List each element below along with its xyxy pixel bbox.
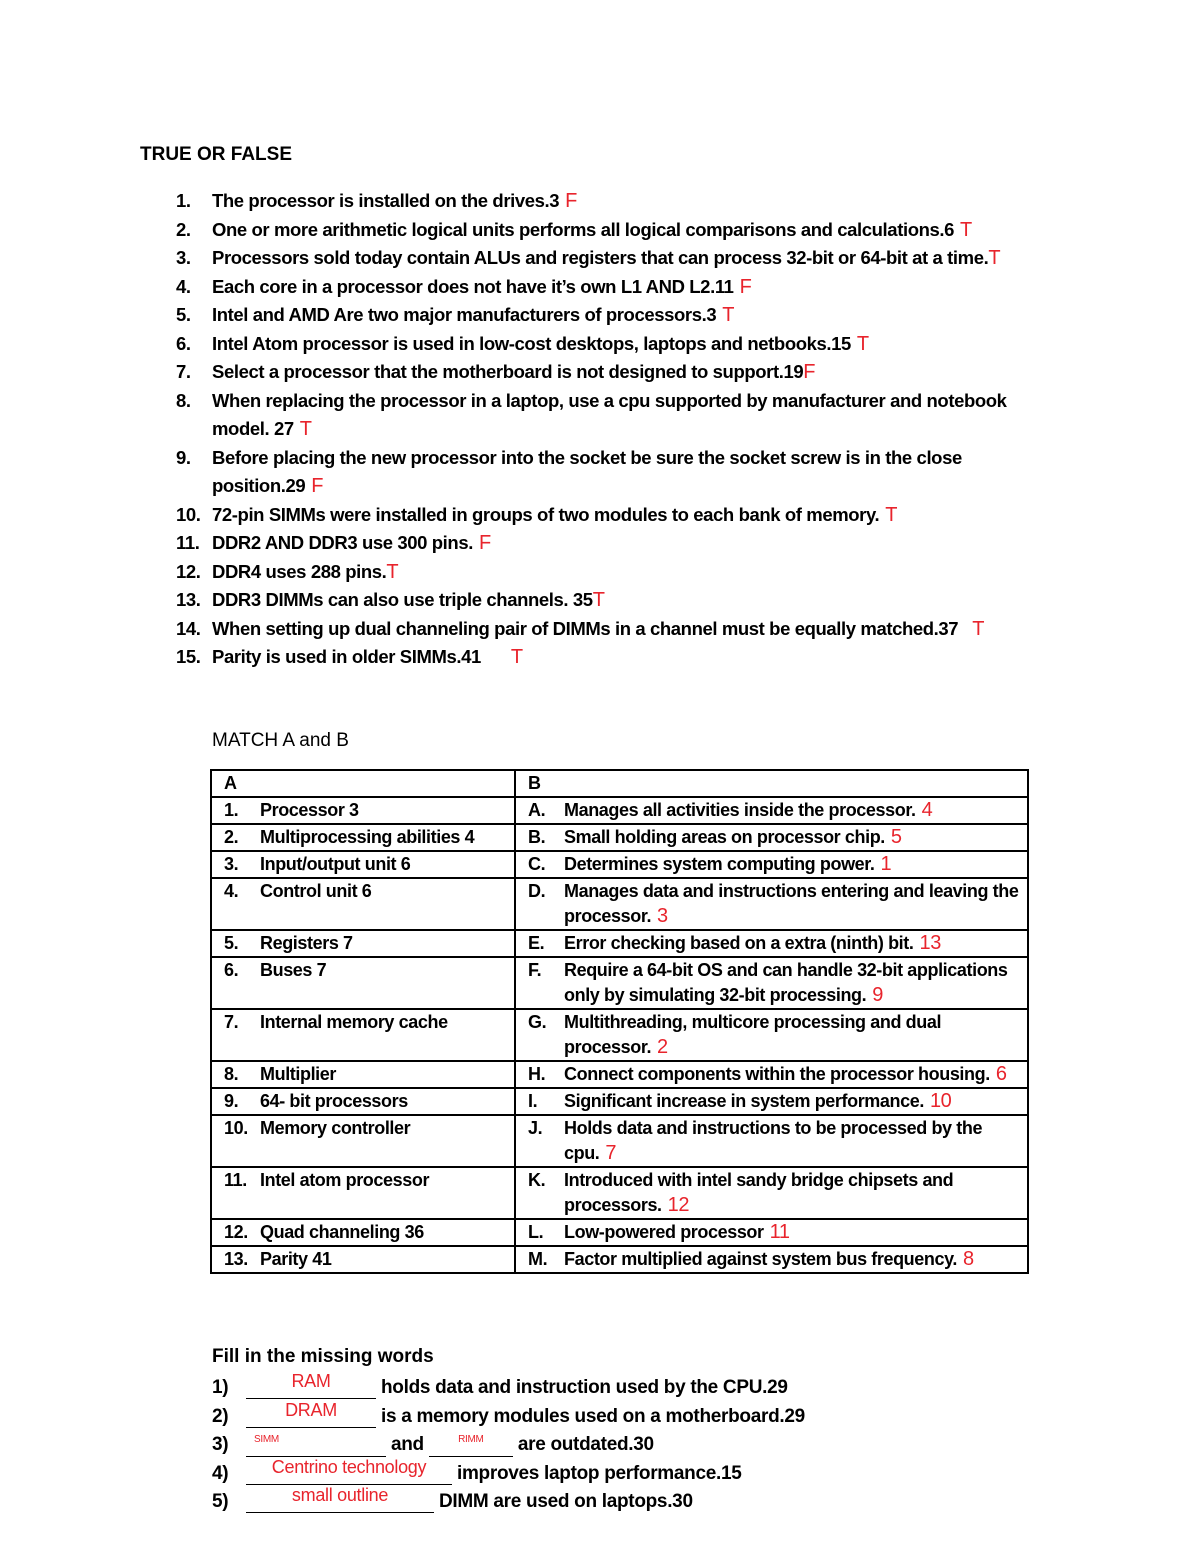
definition-text: Introduced with intel sandy bridge chipsets and processors.: [564, 1170, 954, 1215]
column-a-cell: [211, 930, 515, 957]
statement-text: Intel and AMD Are two major manufacturers of processors.3: [212, 304, 717, 325]
definition-text: Error checking based on a extra (ninth) bit.: [564, 933, 914, 953]
sentence-text: and: [390, 1434, 424, 1455]
column-a-cell: [211, 1167, 515, 1219]
definition-text: Multithreading, multicore processing and dual processor.: [564, 1012, 942, 1057]
column-a-content: [212, 1168, 514, 1193]
definition-text: Holds data and instructions to be processed by the cpu.: [564, 1118, 983, 1163]
term-text: Input/output unit 6: [260, 854, 411, 874]
item-number: 6.: [176, 332, 191, 354]
answer-blank: [246, 1434, 386, 1457]
column-b-cell: [515, 797, 1028, 824]
answer-blank: [246, 1485, 434, 1513]
item-number: 2.: [224, 827, 239, 847]
item-number: 10.: [176, 503, 201, 525]
table-row: [211, 1219, 1028, 1246]
fill-item: [212, 1456, 912, 1489]
item-number: 14.: [176, 617, 201, 639]
statement-text: Select a processor that the motherboard is not designed to support.19: [212, 361, 804, 382]
item-number: 13.: [176, 589, 201, 610]
term-text: Buses 7: [260, 960, 327, 980]
handwritten-answer: T: [722, 304, 735, 326]
definition-text: Manages data and instructions entering and leaving the processor.: [564, 881, 1019, 926]
statement-text: One or more arithmetic logical units performs all logical comparisons and calculations.6: [212, 218, 955, 240]
sentence-text: holds data and instruction used by the CPU.29: [380, 1377, 788, 1398]
handwritten-answer: 12: [667, 1194, 690, 1216]
item-number: 3): [212, 1434, 229, 1455]
statement-text: DDR4 uses 288 pins.: [212, 560, 387, 582]
item-number: 4.: [224, 881, 239, 901]
handwritten-answer: SIMM: [254, 1434, 279, 1445]
column-b-header: [515, 770, 1028, 797]
column-b-content: [516, 1220, 1027, 1245]
handwritten-answer: 2: [657, 1036, 668, 1058]
term-text: Processor 3: [260, 800, 359, 820]
sentence-text: DIMM are used on laptops.30: [438, 1491, 693, 1512]
list-item: [140, 301, 1050, 330]
handwritten-answer: T: [885, 503, 898, 526]
handwritten-answer: T: [592, 589, 605, 611]
list-item: [140, 558, 1050, 587]
statement-text: Before placing the new processor into the socket be sure the socket screw is in the close position.29: [212, 446, 962, 496]
sentence-text: improves laptop performance.15: [456, 1462, 742, 1484]
column-b-content: [516, 1010, 1027, 1060]
column-a-cell: [211, 851, 515, 878]
item-letter: B.: [528, 827, 546, 847]
column-b-cell: [515, 851, 1028, 878]
item-number: 3.: [224, 854, 239, 874]
table-row: [211, 1088, 1028, 1115]
column-b-cell: [515, 878, 1028, 930]
handwritten-answer: T: [386, 560, 399, 583]
column-b-content: [516, 1089, 1027, 1114]
definition-text: Require a 64-bit OS and can handle 32-bit applications only by simulating 32-bit processing.: [564, 960, 1008, 1005]
item-number: 1): [212, 1377, 229, 1398]
column-a-cell: [211, 1009, 515, 1061]
definition-text: Connect components within the processor housing.: [564, 1064, 990, 1084]
column-a-content: [212, 879, 514, 904]
true-false-list: [140, 187, 1050, 672]
item-number: 5): [212, 1491, 229, 1512]
table-row: [211, 851, 1028, 878]
term-text: 64- bit processors: [260, 1091, 408, 1111]
item-number: 6.: [224, 960, 239, 980]
handwritten-answer: T: [960, 218, 972, 241]
item-number: 7.: [176, 361, 191, 382]
item-letter: E.: [528, 933, 545, 953]
column-b-cell: [515, 1246, 1028, 1273]
list-item: [140, 615, 1050, 644]
list-item: [140, 529, 1050, 558]
fill-sentence: [246, 1399, 805, 1431]
column-b-content: [516, 1247, 1027, 1272]
item-letter: D.: [528, 881, 546, 901]
item-number: 8.: [176, 389, 191, 411]
handwritten-answer: T: [988, 247, 1001, 269]
column-a-content: [212, 1089, 514, 1114]
handwritten-answer: 13: [919, 932, 941, 954]
column-b-content: [516, 931, 1027, 956]
item-letter: J.: [528, 1118, 543, 1138]
item-number: 12.: [176, 560, 201, 582]
item-letter: K.: [528, 1170, 546, 1190]
column-a-content: [212, 825, 514, 850]
table-row: [211, 797, 1028, 824]
list-item: [140, 586, 1050, 615]
answer-blank: [246, 1399, 376, 1428]
column-b-content: [516, 1062, 1027, 1087]
table-row: [211, 1115, 1028, 1167]
column-a-content: [212, 798, 514, 823]
list-item: [140, 244, 1050, 273]
statement-text: Parity is used in older SIMMs.41: [212, 646, 481, 667]
table-row: [211, 930, 1028, 957]
column-b-content: [516, 1168, 1027, 1218]
fill-sentence: [246, 1371, 788, 1402]
statement-text: Processors sold today contain ALUs and registers that can process 32-bit or 64-bit at a time.: [212, 247, 989, 268]
true-false-heading: TRUE OR FALSE: [140, 144, 293, 165]
item-number: 13.: [224, 1249, 248, 1269]
handwritten-answer: F: [739, 275, 752, 298]
item-number: 2.: [176, 218, 191, 240]
column-b-cell: [515, 824, 1028, 851]
header-label: A: [224, 773, 237, 793]
handwritten-answer: 1: [880, 853, 892, 875]
column-b-content: [516, 879, 1027, 929]
list-item: [140, 216, 1050, 245]
table-row: [211, 1009, 1028, 1061]
handwritten-answer: 5: [890, 826, 902, 848]
table-row: [211, 957, 1028, 1009]
table-header-row: [211, 770, 1028, 797]
item-number: 1.: [224, 800, 239, 820]
column-b-content: [516, 798, 1027, 823]
list-item: [140, 273, 1050, 302]
fill-item: [212, 1371, 912, 1403]
statement-text: DDR2 AND DDR3 use 300 pins.: [212, 532, 473, 553]
handwritten-answer: 11: [769, 1221, 790, 1243]
item-letter: I.: [528, 1091, 538, 1111]
term-text: Memory controller: [260, 1118, 411, 1138]
handwritten-answer: T: [856, 332, 869, 355]
column-a-cell: [211, 1115, 515, 1167]
handwritten-answer: 7: [605, 1142, 617, 1164]
column-a-header: [211, 770, 515, 797]
list-item: [140, 643, 1050, 672]
statement-text: Each core in a processor does not have it’s own L1 AND L2.11: [212, 275, 734, 297]
table-row: [211, 1167, 1028, 1219]
column-a-cell: [211, 1088, 515, 1115]
sentence-text: is a memory modules used on a motherboard.29: [380, 1405, 805, 1427]
column-a-cell: [211, 1246, 515, 1273]
item-number: 8.: [224, 1064, 239, 1084]
column-b-content: [516, 1116, 1027, 1166]
item-letter: H.: [528, 1064, 546, 1084]
fill-item: [212, 1399, 912, 1432]
column-b-content: [516, 852, 1027, 877]
list-item: [140, 187, 1050, 216]
fill-list: [212, 1371, 912, 1517]
handwritten-answer: 8: [962, 1248, 974, 1270]
column-a-content: [212, 852, 514, 877]
item-letter: L.: [528, 1222, 544, 1242]
table-row: [211, 824, 1028, 851]
term-text: Quad channeling 36: [260, 1222, 424, 1242]
handwritten-answer: F: [803, 361, 816, 383]
column-a-content: [212, 958, 514, 983]
item-number: 5.: [176, 304, 191, 325]
column-a-content: [212, 1220, 514, 1245]
handwritten-answer: DRAM: [285, 1399, 337, 1420]
handwritten-answer: T: [299, 418, 312, 440]
handwritten-answer: F: [565, 190, 577, 212]
column-b-cell: [515, 1219, 1028, 1246]
column-a-content: [212, 1247, 514, 1272]
handwritten-answer: 6: [995, 1063, 1007, 1085]
match-body: [211, 797, 1028, 1273]
match-heading: MATCH A and B: [212, 730, 349, 751]
statement-text: The processor is installed on the drives.3: [212, 190, 560, 211]
handwritten-answer: RIMM: [458, 1434, 484, 1445]
item-number: 11.: [224, 1170, 247, 1190]
fill-sentence: [246, 1485, 693, 1516]
item-letter: M.: [528, 1249, 548, 1269]
handwritten-answer: RAM: [291, 1371, 331, 1391]
fill-sentence: [246, 1431, 654, 1459]
handwritten-answer: small outline: [291, 1485, 389, 1505]
definition-text: Significant increase in system performance.: [564, 1091, 924, 1111]
column-a-cell: [211, 824, 515, 851]
item-number: 4.: [176, 275, 191, 297]
item-number: 15.: [176, 646, 201, 667]
definition-text: Low-powered processor: [564, 1222, 764, 1242]
item-number: 9.: [176, 446, 191, 468]
column-b-cell: [515, 1115, 1028, 1167]
column-a-cell: [211, 797, 515, 824]
item-number: 9.: [224, 1091, 239, 1111]
statement-text: DDR3 DIMMs can also use triple channels. 35: [212, 589, 593, 610]
sentence-text: are outdated.30: [517, 1434, 654, 1455]
handwritten-answer: 4: [921, 799, 933, 821]
table-row: [211, 1246, 1028, 1273]
term-text: Internal memory cache: [260, 1012, 448, 1032]
answer-blank: [429, 1434, 513, 1457]
list-item: [140, 444, 1050, 501]
item-number: 7.: [224, 1012, 239, 1032]
item-number: 4): [212, 1462, 229, 1484]
handwritten-answer: F: [478, 532, 491, 554]
statement-text: When setting up dual channeling pair of DIMMs in a channel must be equally matched.37: [212, 617, 959, 639]
list-item: [140, 330, 1050, 359]
column-b-cell: [515, 1061, 1028, 1088]
column-a-cell: [211, 878, 515, 930]
match-table: [210, 769, 1029, 1274]
table-row: [211, 1061, 1028, 1088]
definition-text: Determines system computing power.: [564, 854, 875, 874]
handwritten-answer: T: [510, 646, 523, 668]
handwritten-answer: T: [972, 617, 985, 640]
term-text: Multiplier: [260, 1064, 336, 1084]
item-letter: F.: [528, 960, 542, 980]
answer-blank: [246, 1371, 376, 1399]
list-item: [140, 501, 1050, 530]
item-number: 5.: [224, 933, 239, 953]
column-b-content: [516, 825, 1027, 850]
column-a-cell: [211, 1061, 515, 1088]
column-b-cell: [515, 1167, 1028, 1219]
column-b-cell: [515, 1009, 1028, 1061]
answer-blank: [246, 1456, 452, 1485]
column-b-cell: [515, 957, 1028, 1009]
handwritten-answer: 9: [872, 984, 883, 1006]
handwritten-answer: 3: [657, 905, 668, 927]
column-a-cell: [211, 1219, 515, 1246]
item-number: 11.: [176, 532, 200, 553]
column-a-content: [212, 931, 514, 956]
item-letter: G.: [528, 1012, 547, 1032]
item-number: 2): [212, 1405, 229, 1427]
handwritten-answer: F: [311, 475, 324, 497]
definition-text: Factor multiplied against system bus frequency.: [564, 1249, 957, 1269]
statement-text: When replacing the processor in a laptop, use a cpu supported by manufacturer and notebook model. 27: [212, 389, 1007, 439]
handwritten-answer: 10: [929, 1090, 952, 1112]
item-number: 1.: [176, 190, 191, 211]
item-number: 12.: [224, 1222, 248, 1242]
column-b-cell: [515, 930, 1028, 957]
fill-heading: Fill in the missing words: [212, 1346, 434, 1367]
fill-sentence: [246, 1456, 742, 1488]
fill-item: [212, 1431, 912, 1460]
item-number: 10.: [224, 1118, 248, 1138]
item-letter: C.: [528, 854, 546, 874]
definition-text: Manages all activities inside the processor.: [564, 800, 916, 820]
term-text: Registers 7: [260, 933, 353, 953]
column-a-content: [212, 1010, 514, 1035]
column-a-content: [212, 1116, 514, 1141]
term-text: Multiprocessing abilities 4: [260, 827, 475, 847]
term-text: Control unit 6: [260, 881, 372, 901]
statement-text: 72-pin SIMMs were installed in groups of two modules to each bank of memory.: [212, 503, 880, 525]
term-text: Intel atom processor: [260, 1170, 430, 1190]
column-b-cell: [515, 1088, 1028, 1115]
column-b-content: [516, 958, 1027, 1008]
handwritten-answer: Centrino technology: [271, 1456, 427, 1477]
column-a-cell: [211, 957, 515, 1009]
term-text: Parity 41: [260, 1249, 332, 1269]
table-row: [211, 878, 1028, 930]
list-item: [140, 358, 1050, 387]
column-a-content: [212, 1062, 514, 1087]
definition-text: Small holding areas on processor chip.: [564, 827, 885, 847]
statement-text: Intel Atom processor is used in low-cost desktops, laptops and netbooks.15: [212, 332, 851, 354]
list-item: [140, 387, 1050, 444]
item-number: 3.: [176, 247, 191, 268]
item-letter: A.: [528, 800, 546, 820]
fill-item: [212, 1485, 912, 1517]
header-label: B: [528, 773, 541, 793]
